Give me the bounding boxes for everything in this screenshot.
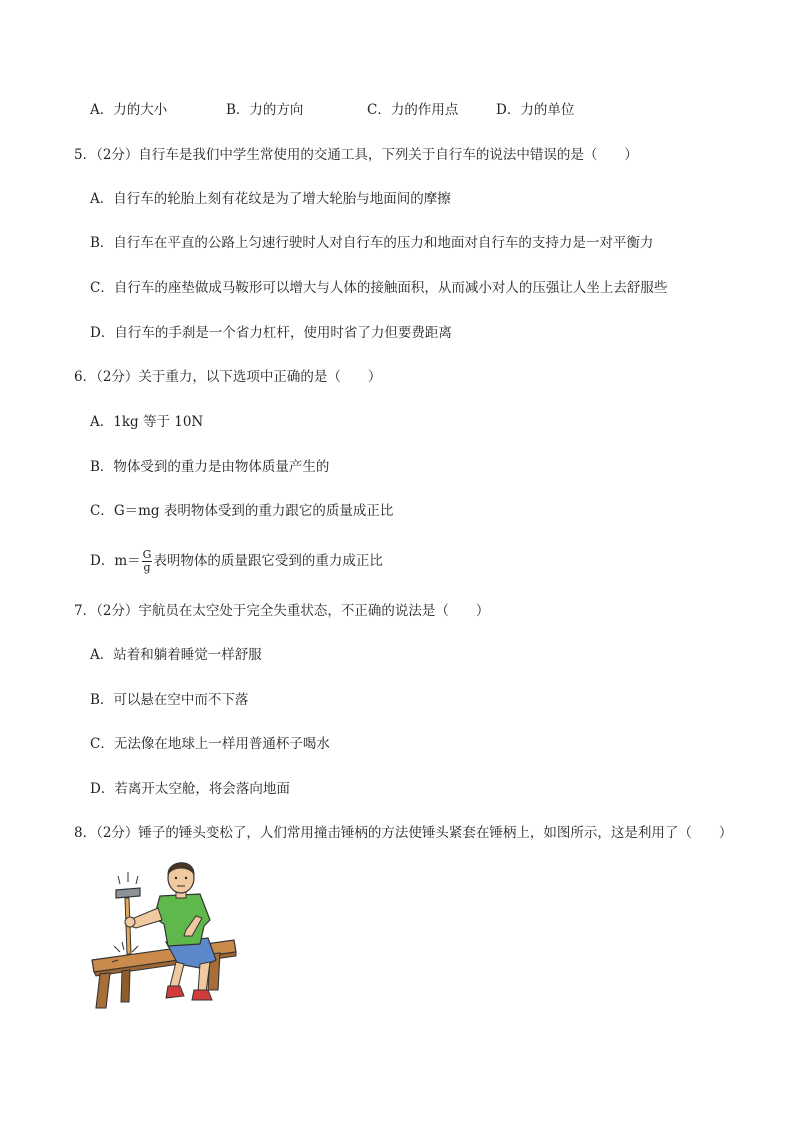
q8-stem: 8．（2分）锤子的锤头变松了，人们常用撞击锤柄的方法使锤头紧套在锤柄上，如图所示，这是利用了（ ） — [74, 825, 733, 841]
q4-option-b: B．力的方向 — [226, 102, 304, 118]
q5-option-d: D．自行车的手刹是一个省力杠杆，使用时省了力但要费距离 — [90, 325, 452, 341]
q7-option-b: B．可以悬在空中而不下落 — [90, 692, 249, 708]
q6-option-a: A．1kg 等于 10N — [90, 414, 204, 430]
q4-option-a: A．力的大小 — [90, 102, 168, 118]
q7-option-a: A．站着和躺着睡觉一样舒服 — [90, 647, 262, 663]
fraction-g-over-g — [142, 549, 153, 574]
q5-option-a: A．自行车的轮胎上刻有花纹是为了增大轮胎与地面间的摩擦 — [90, 191, 451, 207]
q6-option-b: B．物体受到的重力是由物体质量产生的 — [90, 459, 330, 475]
q4-option-c: C．力的作用点 — [367, 102, 459, 118]
q5-option-b: B．自行车在平直的公路上匀速行驶时人对自行车的压力和地面对自行车的支持力是一对平衡力 — [90, 235, 654, 251]
q6-option-d-suffix: 表明物体的质量跟它受到的重力成正比 — [153, 553, 383, 569]
q5-option-c: C．自行车的座垫做成马鞍形可以增大与人体的接触面积，从而减小对人的压强让人坐上去舒服些 — [90, 280, 668, 296]
q6-option-c: C．G＝mg 表明物体受到的重力跟它的质量成正比 — [90, 503, 394, 519]
hammer-illustration — [88, 856, 238, 1014]
fraction-numerator: G — [142, 548, 152, 561]
q6-option-d — [90, 549, 383, 574]
q7-option-d: D．若离开太空舱，将会落向地面 — [90, 781, 290, 797]
q6-stem: 6．（2分）关于重力，以下选项中正确的是（ ） — [74, 369, 382, 385]
fraction-denominator: g — [143, 561, 151, 574]
q6-option-d-prefix: D．m＝ — [90, 553, 141, 569]
q7-stem: 7．（2分）宇航员在太空处于完全失重状态，不正确的说法是（ ） — [74, 603, 490, 619]
q4-option-d: D．力的单位 — [496, 102, 575, 118]
q7-option-c: C．无法像在地球上一样用普通杯子喝水 — [90, 736, 330, 752]
q5-stem: 5．（2分）自行车是我们中学生常使用的交通工具，下列关于自行车的说法中错误的是（ ） — [74, 147, 638, 163]
